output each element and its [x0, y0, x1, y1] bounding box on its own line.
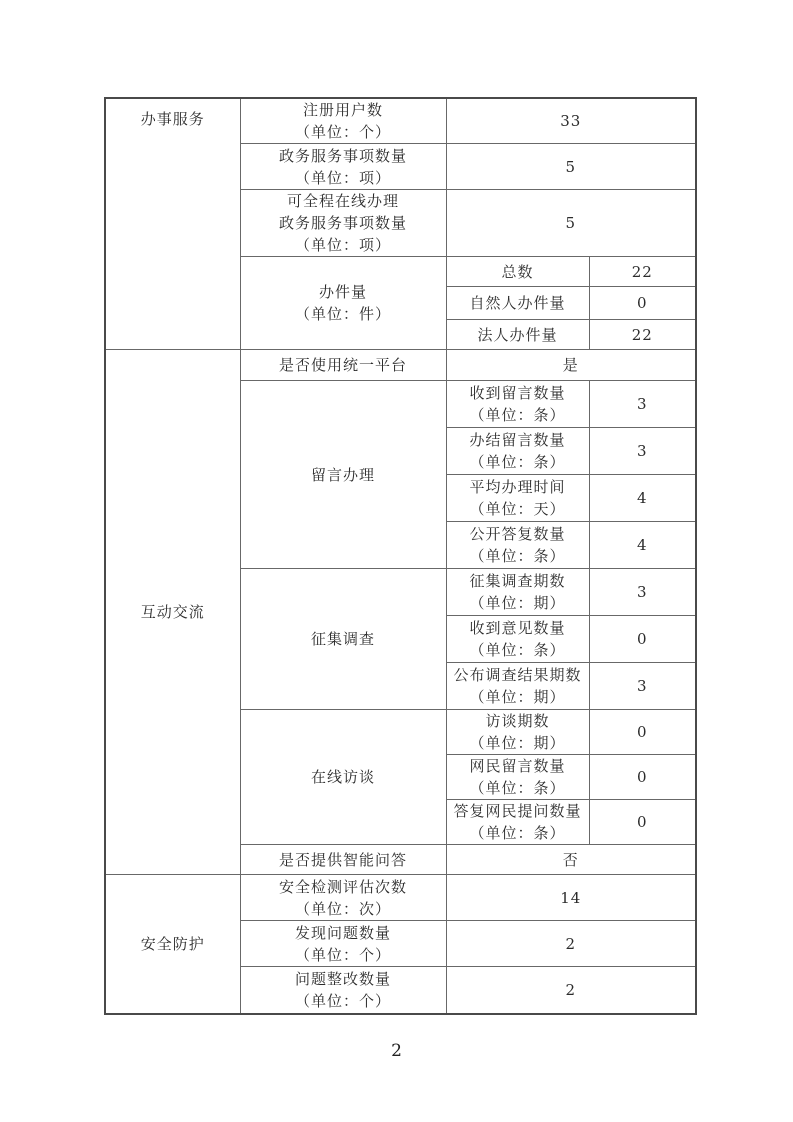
item-line: 在线访谈: [310, 768, 375, 786]
table-row: [105, 875, 696, 921]
sub-item-cell: [446, 522, 589, 569]
category-cell-service: [105, 98, 240, 350]
value-cell: 是: [446, 350, 696, 381]
value-cell: 22: [589, 257, 696, 287]
sub-item-unit-line: （单位：条）: [469, 547, 566, 565]
sub-item-cell: [446, 287, 589, 320]
sub-item-line: 网民留言数量: [469, 757, 566, 775]
sub-item-unit-line: （单位：天）: [469, 500, 566, 518]
sub-item-cell: [446, 428, 589, 475]
item-line: 可全程在线办理: [286, 192, 399, 210]
value-cell: 否: [446, 845, 696, 875]
item-line: 征集调查: [310, 630, 375, 648]
value-cell: 4: [589, 475, 696, 522]
item-unit-line: （单位：件）: [294, 305, 391, 323]
value-cell: 0: [589, 287, 696, 320]
value-cell: 3: [589, 381, 696, 428]
sub-item-cell: [446, 710, 589, 755]
value-cell: 22: [589, 320, 696, 350]
sub-item-unit-line: （单位：条）: [469, 779, 566, 797]
item-line: 是否使用统一平台: [278, 356, 407, 374]
category-label: 办事服务: [140, 110, 205, 128]
item-line: 办件量: [318, 283, 367, 301]
item-cell: [240, 98, 446, 144]
item-group-cell: [240, 257, 446, 350]
item-unit-line: （单位：项）: [294, 236, 391, 254]
sub-item-unit-line: （单位：条）: [469, 406, 566, 424]
sub-item-cell: [446, 616, 589, 663]
sub-item-cell: [446, 320, 589, 350]
sub-item-line: 收到意见数量: [469, 619, 566, 637]
value-cell: 0: [589, 755, 696, 800]
sub-item-unit-line: （单位：期）: [469, 594, 566, 612]
item-cell: [240, 967, 446, 1014]
sub-item-cell: [446, 800, 589, 845]
sub-item-cell: [446, 257, 589, 287]
report-table: [104, 97, 697, 1015]
value-cell: 0: [589, 616, 696, 663]
sub-item-unit-line: （单位：期）: [469, 688, 566, 706]
sub-item-cell: [446, 663, 589, 710]
sub-item-unit-line: （单位：期）: [469, 734, 566, 752]
item-unit-line: （单位：项）: [294, 168, 391, 187]
value-cell: 3: [589, 569, 696, 616]
sub-item-line: 公布调查结果期数: [453, 666, 582, 684]
item-cell: [240, 921, 446, 967]
item-line: 安全检测评估次数: [278, 877, 407, 896]
page-number: 2: [391, 1041, 402, 1061]
category-label: 安全防护: [140, 934, 205, 953]
value-cell: 2: [446, 967, 696, 1014]
sub-item-cell: [446, 475, 589, 522]
item-unit-line: （单位：个）: [294, 991, 391, 1010]
item-group-cell: [240, 710, 446, 845]
item-line: 发现问题数量: [294, 923, 391, 942]
sub-item-line: 收到留言数量: [469, 384, 566, 402]
item-group-cell: [240, 381, 446, 569]
sub-item-unit-line: （单位：条）: [469, 641, 566, 659]
category-cell-interaction: [105, 350, 240, 875]
value-cell: 14: [446, 875, 696, 921]
sub-item-line: 办结留言数量: [469, 431, 566, 449]
sub-item-line: 答复网民提问数量: [453, 802, 582, 820]
value-cell: 3: [589, 663, 696, 710]
value-cell: 3: [589, 428, 696, 475]
item-cell: [240, 845, 446, 875]
item-line: 政务服务事项数量: [278, 214, 407, 232]
sub-item-unit-line: （单位：条）: [469, 453, 566, 471]
sub-item-unit-line: （单位：条）: [469, 824, 566, 842]
item-line: 注册用户数: [302, 101, 383, 119]
item-cell: [240, 190, 446, 257]
value-cell: 4: [589, 522, 696, 569]
sub-item-line: 自然人办件量: [469, 294, 566, 312]
table-row: [105, 98, 696, 144]
item-group-cell: [240, 569, 446, 710]
item-unit-line: （单位：次）: [294, 899, 391, 918]
table-row: [105, 350, 696, 381]
value-cell: 0: [589, 710, 696, 755]
item-cell: [240, 350, 446, 381]
sub-item-line: 公开答复数量: [469, 525, 566, 543]
item-line: 问题整改数量: [294, 969, 391, 988]
item-cell: [240, 875, 446, 921]
value-cell: 0: [589, 800, 696, 845]
sub-item-line: 总数: [501, 262, 534, 281]
value-cell: 2: [446, 921, 696, 967]
value-cell: 33: [446, 98, 696, 144]
category-label: 互动交流: [140, 603, 205, 621]
category-cell-security: [105, 875, 240, 1014]
sub-item-cell: [446, 381, 589, 428]
value-cell: 5: [446, 190, 696, 257]
sub-item-line: 平均办理时间: [469, 478, 566, 496]
sub-item-line: 访谈期数: [485, 712, 550, 730]
item-cell: [240, 144, 446, 190]
item-line: 留言办理: [310, 465, 375, 484]
item-unit-line: （单位：个）: [294, 123, 391, 141]
sub-item-cell: [446, 755, 589, 800]
sub-item-line: 征集调查期数: [469, 572, 566, 590]
sub-item-cell: [446, 569, 589, 616]
value-cell: 5: [446, 144, 696, 190]
item-unit-line: （单位：个）: [294, 945, 391, 964]
item-line: 是否提供智能问答: [278, 850, 407, 869]
sub-item-line: 法人办件量: [477, 325, 558, 344]
item-line: 政务服务事项数量: [278, 146, 407, 165]
